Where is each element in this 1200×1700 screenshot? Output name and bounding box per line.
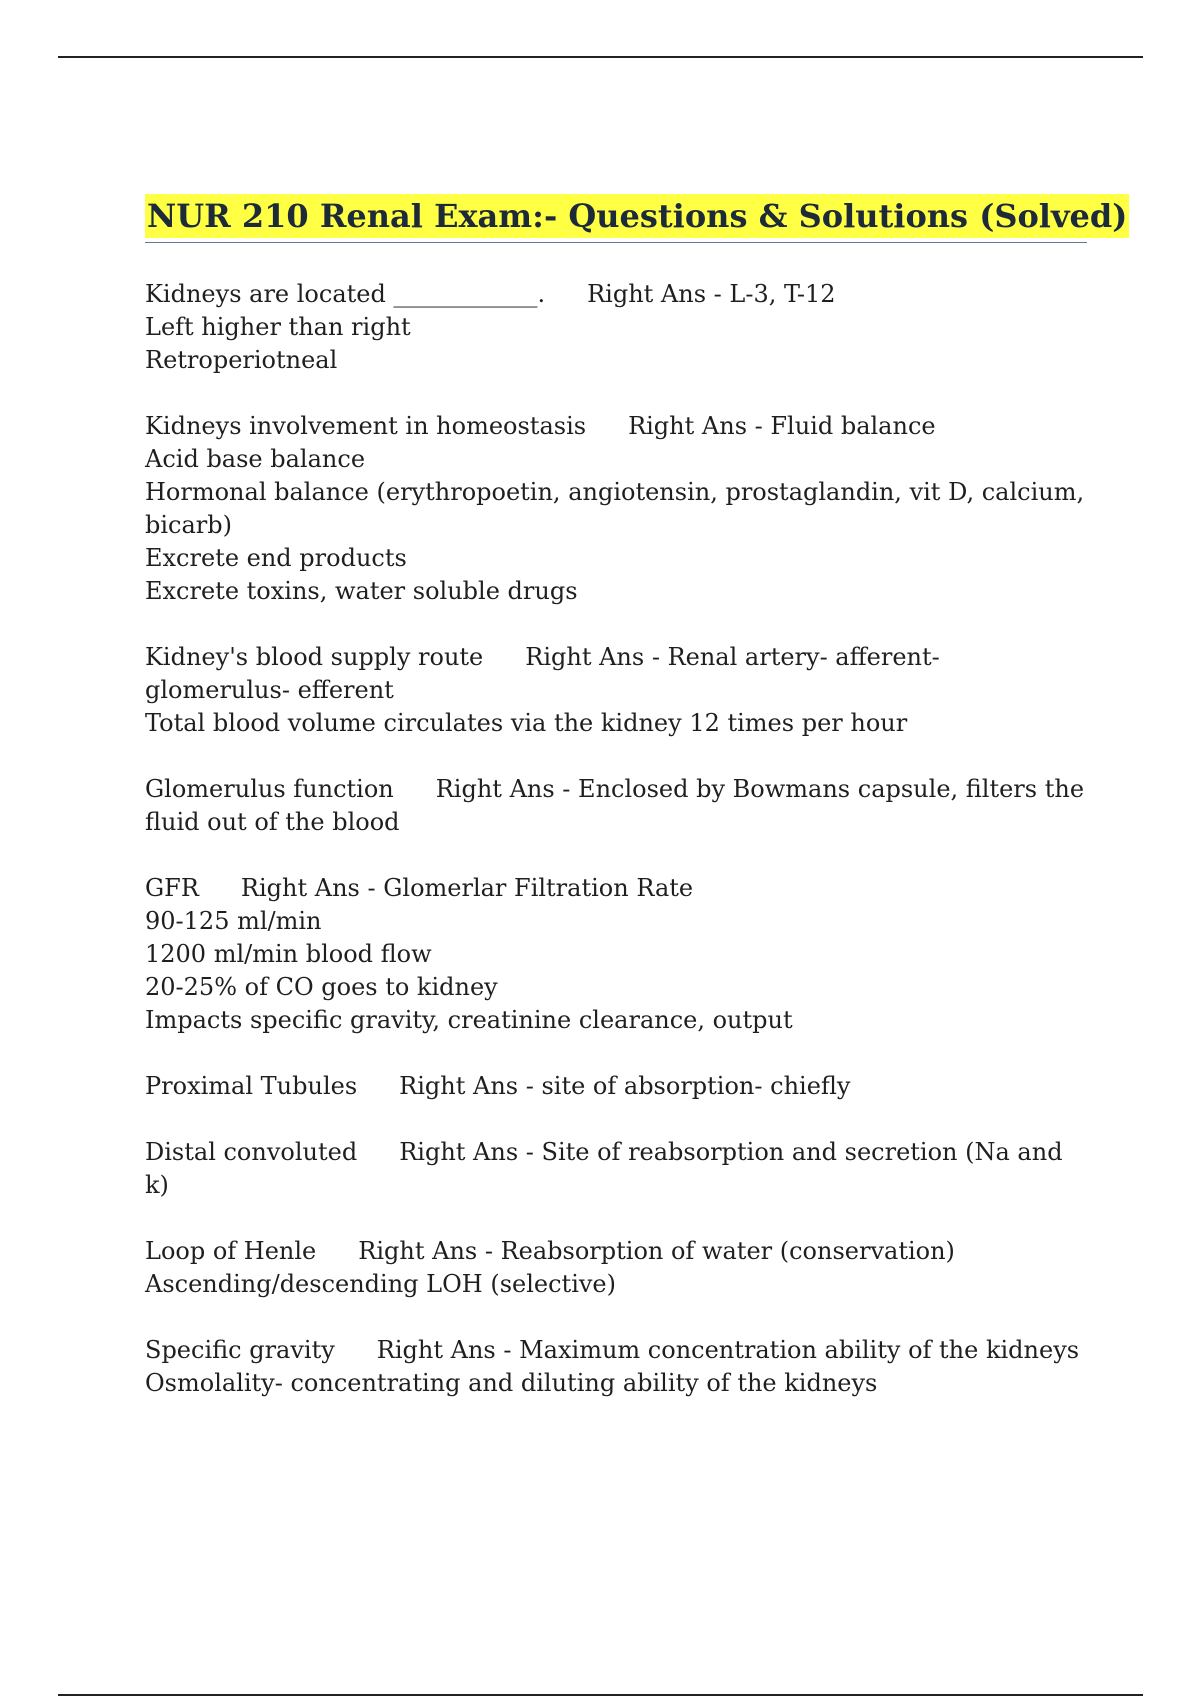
title-block xyxy=(145,194,1128,243)
qa-item xyxy=(145,1136,1090,1202)
bottom-rule xyxy=(58,1694,1143,1696)
answer-detail: Total blood volume circulates via the kidney 12 times per hour xyxy=(145,709,908,737)
document-title: NUR 210 Renal Exam:- Questions & Solutions (Solved) xyxy=(145,194,1129,238)
answer-detail: Excrete toxins, water soluble drugs xyxy=(145,577,578,605)
question: Specific gravity xyxy=(145,1336,335,1364)
answer-detail: Left higher than right xyxy=(145,313,411,341)
answer-detail: Acid base balance xyxy=(145,445,366,473)
answer: Right Ans - L-3, T-12 xyxy=(587,280,836,308)
answer: Right Ans - Reabsorption of water (conservation) xyxy=(358,1237,955,1265)
answer: Right Ans - Renal artery- afferent- glomerulus- efferent xyxy=(145,643,940,704)
answer: Right Ans - Enclosed by Bowmans capsule, filters the fluid out of the blood xyxy=(145,775,1085,836)
qa-item xyxy=(145,278,1090,377)
answer: Right Ans - Fluid balance xyxy=(628,412,936,440)
qa-item xyxy=(145,773,1090,839)
question: Loop of Henle xyxy=(145,1237,317,1265)
answer: Right Ans - site of absorption- chiefly xyxy=(399,1072,851,1100)
answer-detail: Osmolality- concentrating and diluting ability of the kidneys xyxy=(145,1369,878,1397)
answer-detail: 1200 ml/min blood flow xyxy=(145,940,432,968)
answer-detail: Hormonal balance (erythropoetin, angiotensin, prostaglandin, vit D, calcium, bicarb) xyxy=(145,478,1085,539)
question: Kidneys are located ____________. xyxy=(145,280,546,308)
question: GFR xyxy=(145,874,199,902)
answer: Right Ans - Glomerlar Filtration Rate xyxy=(240,874,694,902)
qa-list xyxy=(145,278,1090,1433)
answer: Right Ans - Site of reabsorption and secretion (Na and k) xyxy=(145,1138,1063,1199)
top-rule xyxy=(58,56,1143,58)
question: Proximal Tubules xyxy=(145,1072,358,1100)
answer-detail: Ascending/descending LOH (selective) xyxy=(145,1270,616,1298)
answer-detail: Excrete end products xyxy=(145,544,407,572)
answer-detail: 20-25% of CO goes to kidney xyxy=(145,973,498,1001)
qa-item xyxy=(145,872,1090,1037)
answer: Right Ans - Maximum concentration ability of the kidneys xyxy=(376,1336,1080,1364)
qa-item xyxy=(145,641,1090,740)
answer-detail: Impacts specific gravity, creatinine clearance, output xyxy=(145,1006,793,1034)
question: Distal convoluted xyxy=(145,1138,358,1166)
qa-item xyxy=(145,410,1090,608)
qa-item xyxy=(145,1070,1090,1103)
question: Kidneys involvement in homeostasis xyxy=(145,412,587,440)
answer-detail: 90-125 ml/min xyxy=(145,907,322,935)
answer-detail: Retroperiotneal xyxy=(145,346,338,374)
question: Kidney's blood supply route xyxy=(145,643,484,671)
qa-item xyxy=(145,1235,1090,1301)
question: Glomerulus function xyxy=(145,775,394,803)
qa-item xyxy=(145,1334,1090,1400)
